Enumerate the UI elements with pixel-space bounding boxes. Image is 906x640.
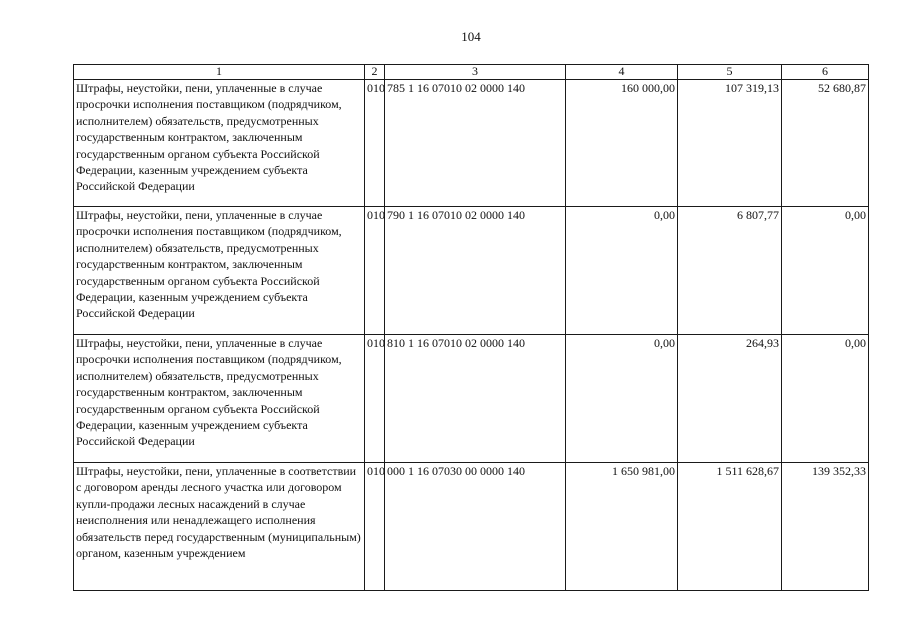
report-table <box>73 64 869 591</box>
row-col4-cell: 160 000,00 <box>566 80 678 207</box>
row-kbk-cell: 810 1 16 07010 02 0000 140 <box>385 335 566 463</box>
row-code-cell: 010 <box>365 207 385 335</box>
row-name: Штрафы, неустойки, пени, уплаченные в случае просрочки исполнения поставщиком (подрядчиком, исполнителем) обязательств, предусмотренных государственным контрактом, заключенным государственным органом субъекта Российской Федерации, казенным учреждением субъекта Российской Федерации <box>76 81 342 194</box>
row-col6-cell: 52 680,87 <box>782 80 869 207</box>
row-name-cell <box>74 80 365 207</box>
header-col-6: 6 <box>782 65 869 80</box>
table-row <box>74 335 869 463</box>
row-code-cell: 010 <box>365 335 385 463</box>
row-name: Штрафы, неустойки, пени, уплаченные в соответствии с договором аренды лесного участка или договором купли-продажи лесных насаждений в случае неисполнения или ненадлежащего исполнения обязательств перед государственным (муниципальным) органом, казенным учреждением <box>76 464 361 561</box>
header-row <box>74 65 869 80</box>
row-col4-cell: 0,00 <box>566 335 678 463</box>
table-row <box>74 463 869 591</box>
row-code-cell: 010 <box>365 80 385 207</box>
row-name-cell <box>74 463 365 591</box>
page-number: 104 <box>461 29 481 44</box>
header-col-1: 1 <box>74 65 365 80</box>
row-col4-cell: 0,00 <box>566 207 678 335</box>
header-col-2: 2 <box>365 65 385 80</box>
row-col5-cell: 6 807,77 <box>678 207 782 335</box>
table-row <box>74 80 869 207</box>
row-code-cell: 010 <box>365 463 385 591</box>
row-col4-cell: 1 650 981,00 <box>566 463 678 591</box>
row-col6-cell: 0,00 <box>782 335 869 463</box>
row-kbk-cell: 785 1 16 07010 02 0000 140 <box>385 80 566 207</box>
row-name: Штрафы, неустойки, пени, уплаченные в случае просрочки исполнения поставщиком (подрядчиком, исполнителем) обязательств, предусмотренных государственным контрактом, заключенным государственным органом субъекта Российской Федерации, казенным учреждением субъекта Российской Федерации <box>76 208 342 321</box>
row-name: Штрафы, неустойки, пени, уплаченные в случае просрочки исполнения поставщиком (подрядчиком, исполнителем) обязательств, предусмотренных государственным контрактом, заключенным государственным органом субъекта Российской Федерации, казенным учреждением субъекта Российской Федерации <box>76 336 342 449</box>
header-col-5: 5 <box>678 65 782 80</box>
row-col5-cell: 264,93 <box>678 335 782 463</box>
row-col6-cell: 139 352,33 <box>782 463 869 591</box>
row-col6-cell: 0,00 <box>782 207 869 335</box>
row-col5-cell: 107 319,13 <box>678 80 782 207</box>
row-kbk-cell: 790 1 16 07010 02 0000 140 <box>385 207 566 335</box>
row-name-cell <box>74 335 365 463</box>
row-kbk-cell: 000 1 16 07030 00 0000 140 <box>385 463 566 591</box>
header-col-4: 4 <box>566 65 678 80</box>
row-name-cell <box>74 207 365 335</box>
table-row <box>74 207 869 335</box>
header-col-3: 3 <box>385 65 566 80</box>
row-col5-cell: 1 511 628,67 <box>678 463 782 591</box>
